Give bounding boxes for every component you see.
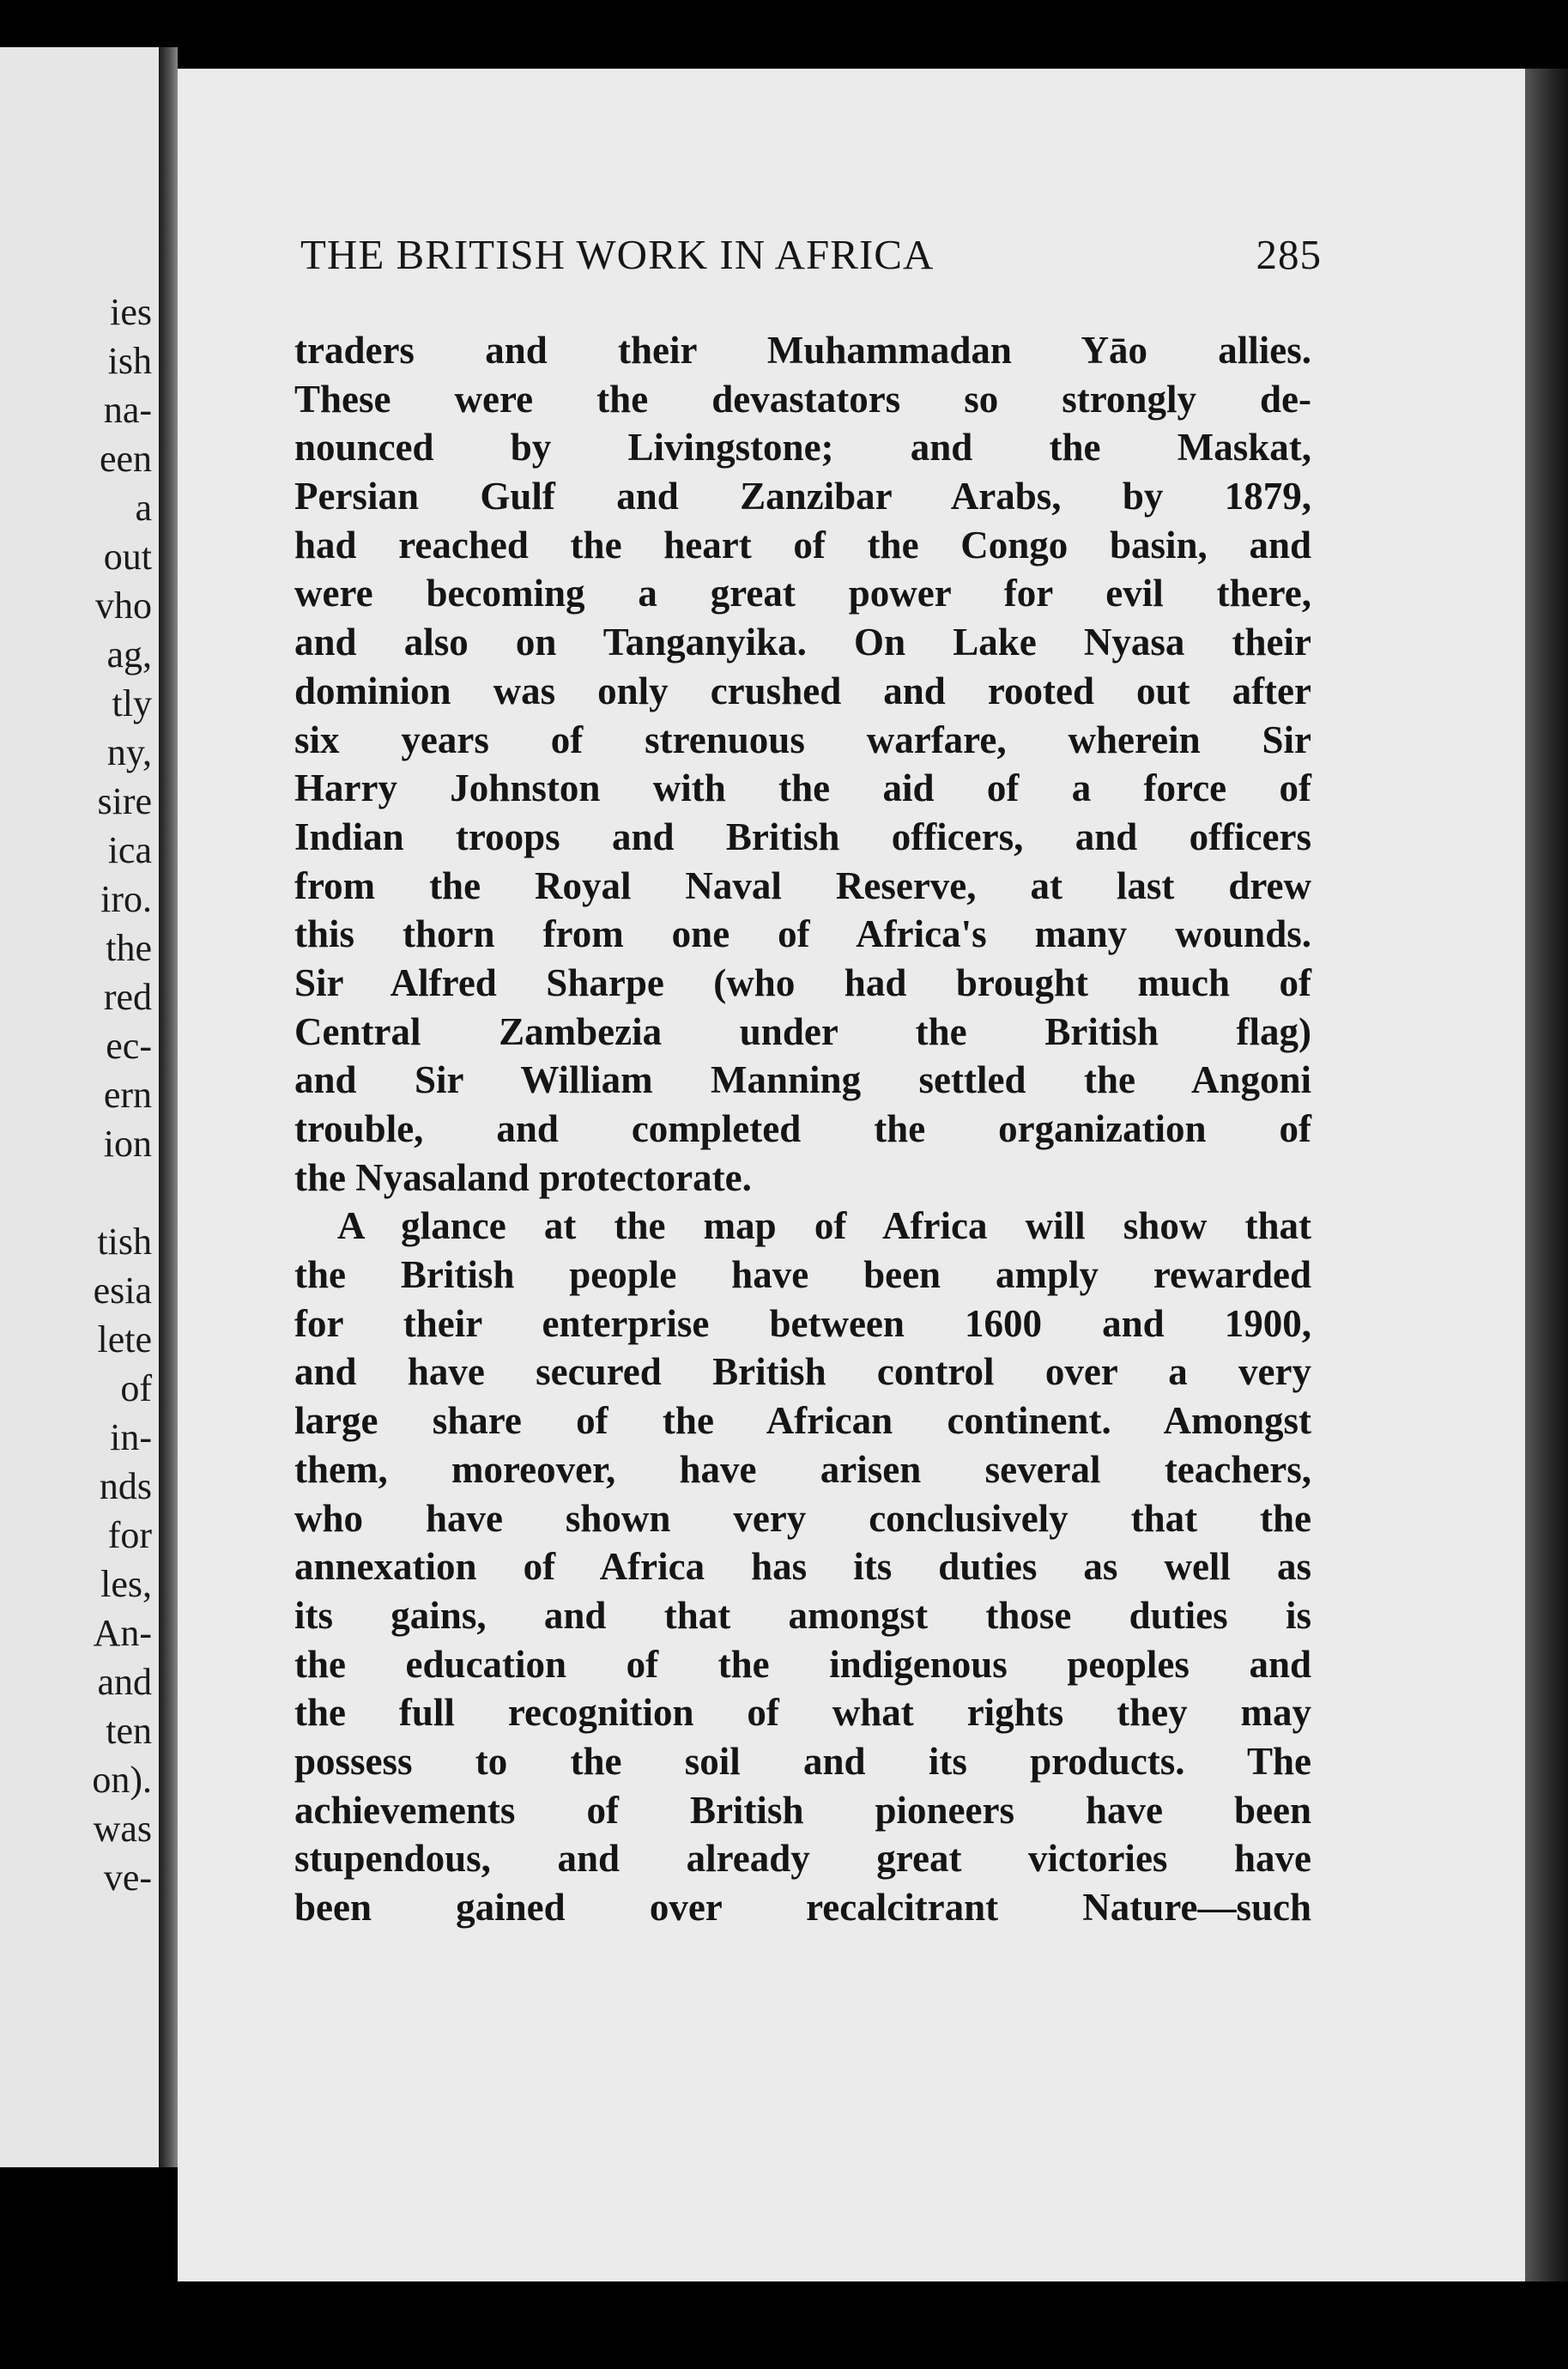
text-line: nounced by Livingstone; and the Maskat, [294, 426, 1311, 470]
facing-page-line: les, [100, 1563, 152, 1605]
text-line: dominion was only crushed and rooted out after [294, 669, 1311, 712]
text-line: possess to the soil and its products. The [294, 1739, 1311, 1783]
facing-page-line: sire [97, 780, 152, 822]
facing-page-line: lete [97, 1318, 152, 1360]
facing-page-line: een [99, 438, 152, 480]
facing-page-line: a [135, 487, 152, 529]
book-gutter [159, 47, 178, 2167]
facing-page-line: out [103, 536, 152, 578]
facing-page-line: ion [103, 1123, 152, 1165]
facing-page-line: of [120, 1367, 152, 1409]
text-line: These were the devastators so strongly de- [294, 377, 1311, 421]
facing-page-line: was [93, 1808, 152, 1850]
text-line: Persian Gulf and Zanzibar Arabs, by 1879, [294, 475, 1311, 518]
facing-page-line: in- [110, 1416, 152, 1458]
facing-page-fragment [0, 47, 159, 2167]
text-line: and also on Tanganyika. On Lake Nyasa their [294, 621, 1311, 664]
facing-page-line: the [106, 927, 152, 969]
text-line: and Sir William Manning settled the Angoni [294, 1058, 1311, 1102]
running-head [300, 230, 1322, 282]
facing-page-line: tish [97, 1221, 152, 1263]
facing-page-line: ern [103, 1074, 152, 1116]
text-line: achievements of British pioneers have been [294, 1788, 1311, 1832]
facing-page-line: esia [93, 1269, 152, 1312]
facing-page-line: red [103, 976, 152, 1018]
facing-page-line: ica [107, 829, 152, 871]
text-line: its gains, and that amongst those duties is [294, 1593, 1311, 1637]
text-line: and have secured British control over a very [294, 1350, 1311, 1394]
text-line: from the Royal Naval Reserve, at last drew [294, 863, 1311, 907]
text-line: the education of the indigenous peoples and [294, 1642, 1311, 1686]
text-line: been gained over recalcitrant Nature—such [294, 1886, 1311, 1929]
text-line: the Nyasaland protectorate. [294, 1155, 752, 1199]
facing-page-line: nds [99, 1465, 152, 1507]
text-line: this thorn from one of Africa's many wounds. [294, 912, 1311, 956]
facing-page-line: ies [110, 291, 152, 333]
text-line: large share of the African continent. Amongst [294, 1399, 1311, 1443]
body-text [294, 326, 1311, 1932]
text-line: for their enterprise between 1600 and 1900, [294, 1301, 1311, 1345]
facing-page-line: na- [103, 389, 152, 431]
facing-page-line: ish [107, 340, 152, 382]
running-head-title: THE BRITISH WORK IN AFRICA [300, 231, 935, 278]
text-line: six years of strenuous warfare, wherein Sir [294, 718, 1311, 761]
facing-page-line: and [97, 1661, 152, 1703]
text-line: annexation of Africa has its duties as well as [294, 1545, 1311, 1589]
text-line: A glance at the map of Africa will show that [337, 1204, 1311, 1248]
facing-page-line: ve- [103, 1857, 152, 1899]
text-line: were becoming a great power for evil there, [294, 572, 1311, 615]
text-line: stupendous, and already great victories have [294, 1837, 1311, 1881]
facing-page-line [152, 1172, 159, 1213]
page-number: 285 [1256, 231, 1322, 278]
facing-page-line: ten [106, 1710, 152, 1752]
text-line: Central Zambezia under the British flag) [294, 1009, 1311, 1053]
facing-page-line: on). [92, 1759, 152, 1801]
facing-page-line: iro. [100, 878, 152, 920]
text-line: had reached the heart of the Congo basin, and [294, 523, 1311, 566]
text-line: Harry Johnston with the aid of a force of [294, 766, 1311, 810]
facing-page-line: vho [95, 585, 152, 627]
facing-page-line: ag, [106, 633, 152, 676]
text-line: traders and their Muhammadan Yāo allies. [294, 329, 1311, 372]
facing-page-line: An- [93, 1612, 152, 1654]
facing-page-line: ny, [106, 731, 152, 773]
text-line: them, moreover, have arisen several teachers, [294, 1447, 1311, 1491]
text-line: the British people have been amply rewarded [294, 1253, 1311, 1297]
facing-page-line: tly [112, 682, 152, 724]
facing-page-line: ec- [106, 1025, 152, 1067]
text-line: Sir Alfred Sharpe (who had brought much of [294, 960, 1311, 1004]
facing-page-line: for [107, 1514, 152, 1556]
text-line: who have shown very conclusively that the [294, 1496, 1311, 1540]
text-line: Indian troops and British officers, and officers [294, 815, 1311, 858]
text-line: trouble, and completed the organization of [294, 1107, 1311, 1150]
page-edge-shadow [1525, 69, 1568, 2281]
text-line: the full recognition of what rights they may [294, 1691, 1311, 1735]
